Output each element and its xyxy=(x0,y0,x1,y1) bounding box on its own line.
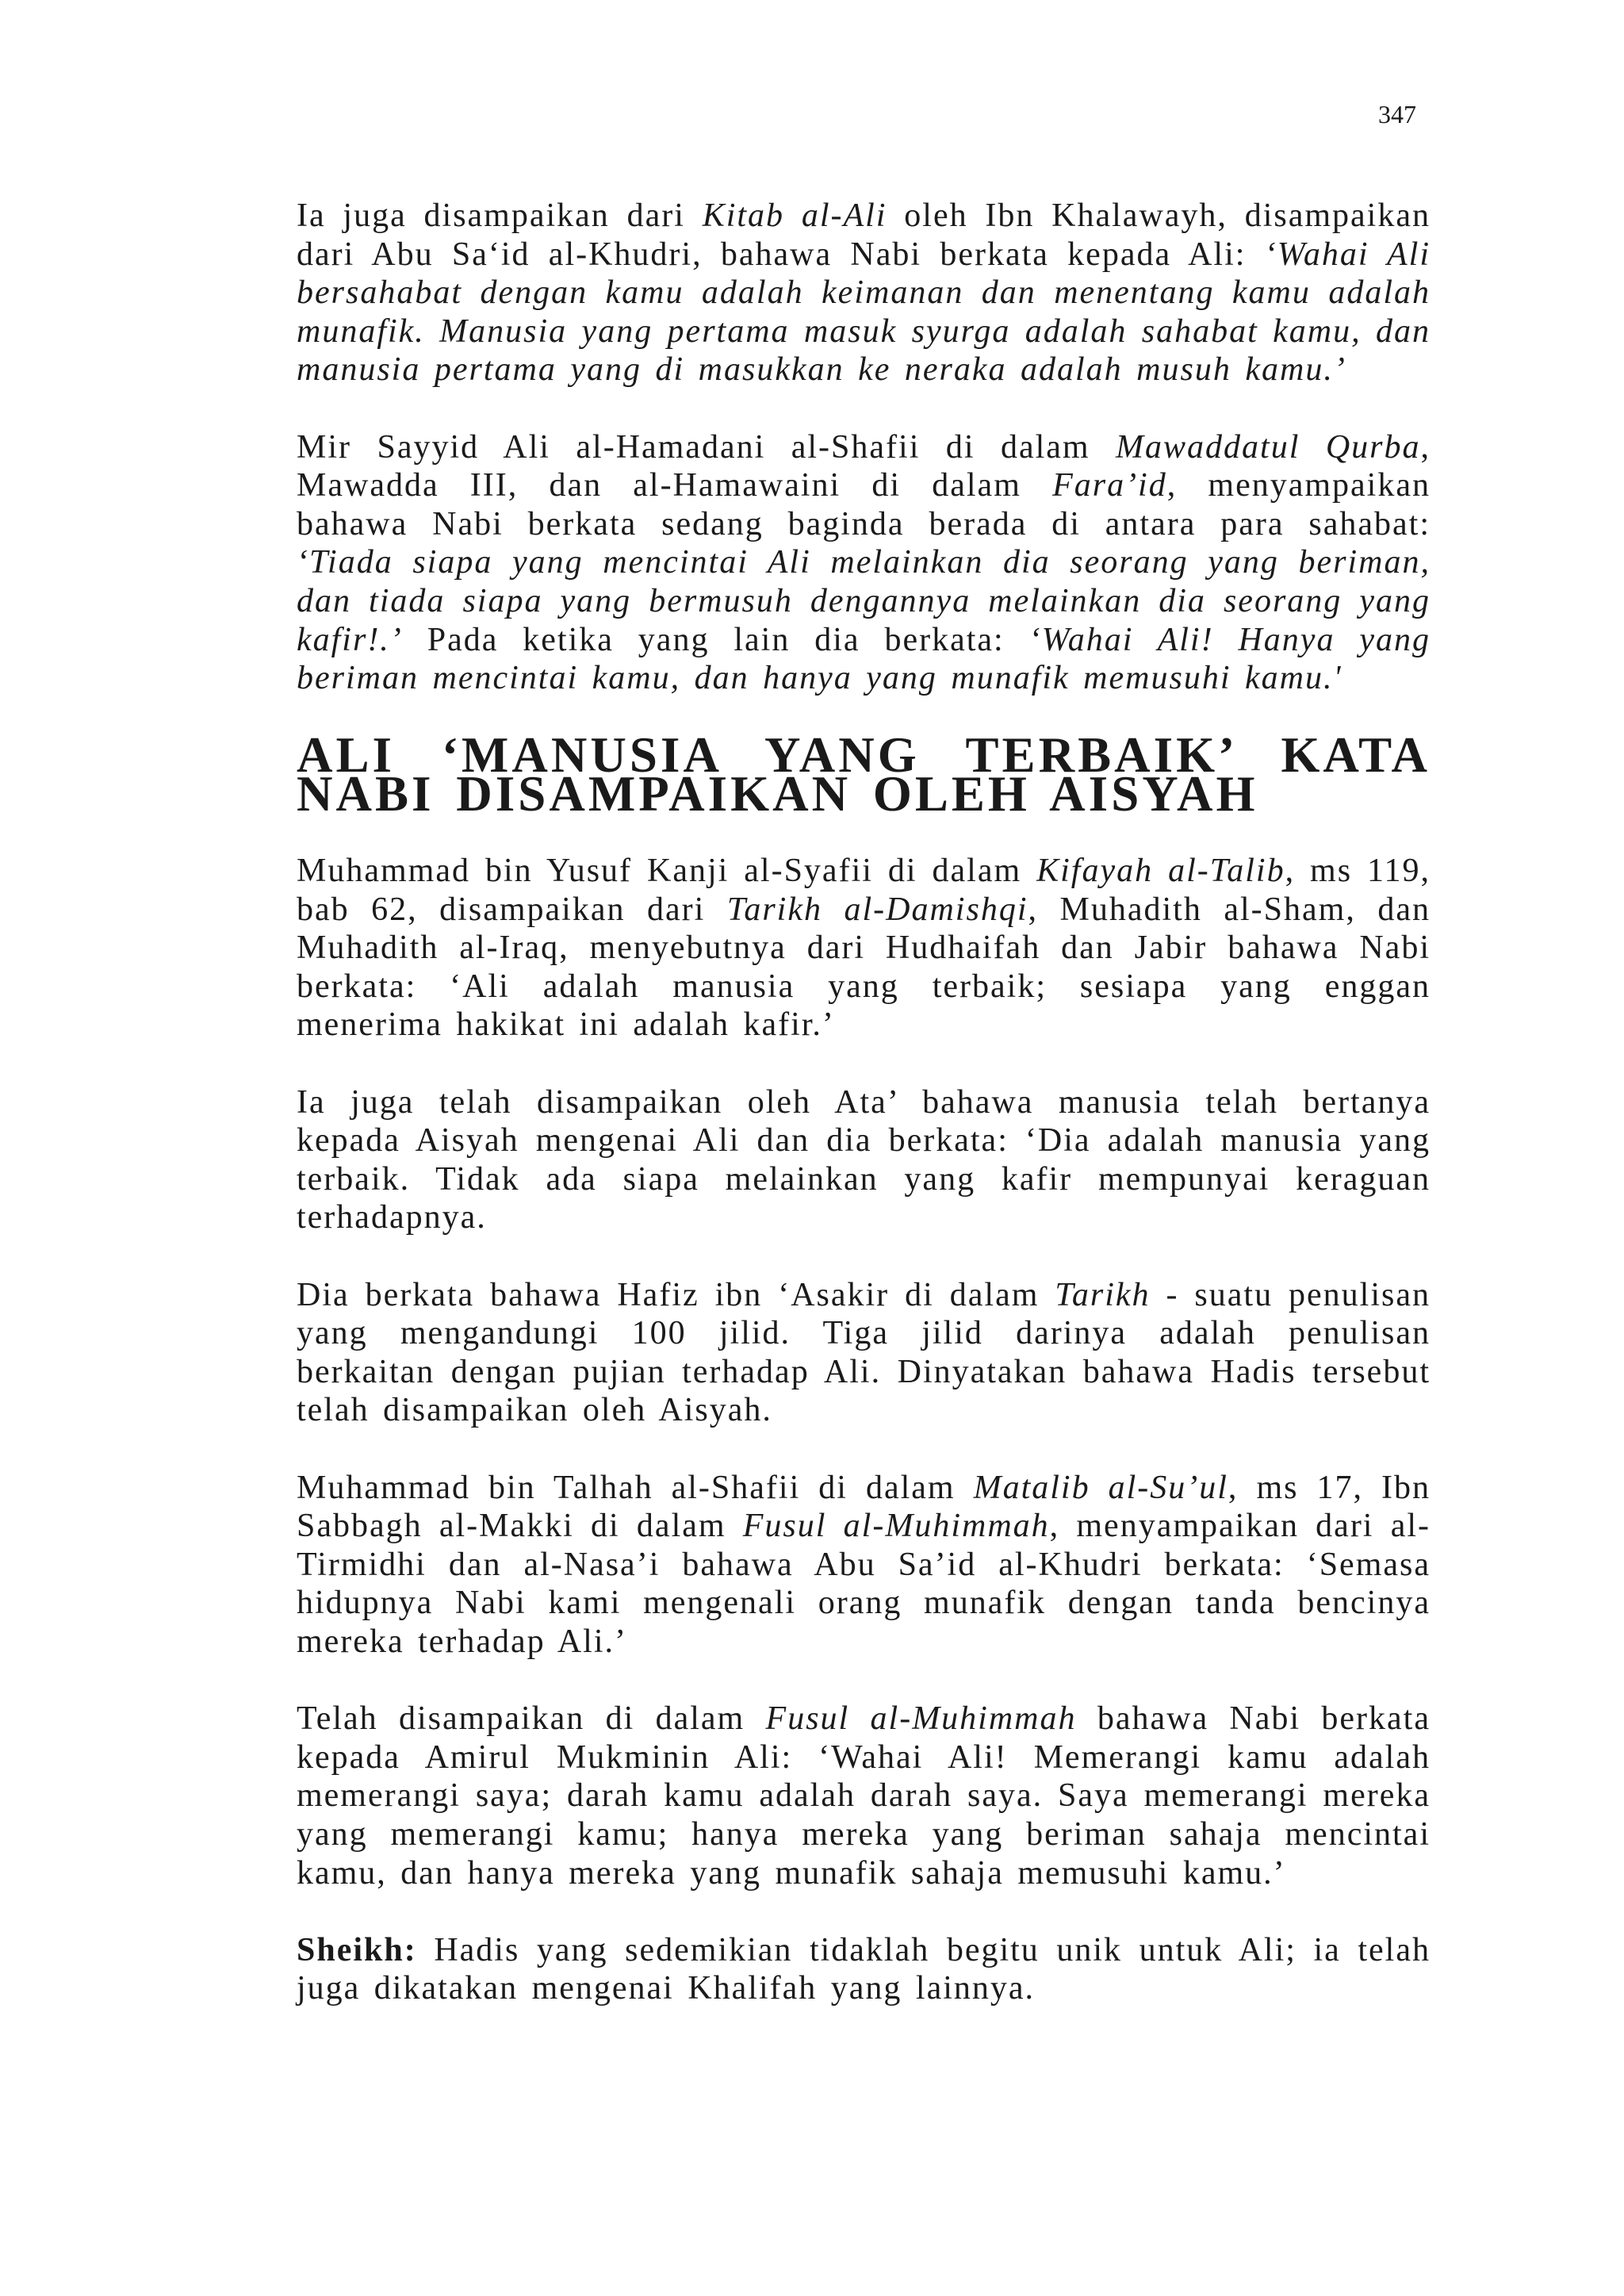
text-run: , menyampaikan bahawa Nabi berkata sedang baginda berada di antara para sahabat: xyxy=(297,467,1431,542)
body-paragraph xyxy=(297,1276,1431,1430)
text-run: bahawa Nabi berkata kepada Amirul Mukminin Ali: ‘Wahai Ali! Memerangi kamu adalah memerangi saya; darah kamu adalah darah saya. Saya memerangi mereka yang memerangi kamu; hanya mereka yang beriman sahaja mencintai kamu, dan hanya mereka yang munafik sahaja memusuhi kamu.’ xyxy=(297,1700,1431,1892)
italic-text: Fusul al-Muhimmah xyxy=(765,1700,1077,1738)
italic-text: ‘Tiada siapa yang mencintai Ali melainkan dia seorang yang beriman, dan tiada siapa yang bermusuh dengannya melainkan dia seorang yang kafir!.’ xyxy=(297,544,1431,658)
text-run: , ms 17, Ibn Sabbagh al-Makki di dalam xyxy=(297,1469,1431,1545)
text-run: , Mawadda III, dan al-Hamawaini di dalam xyxy=(297,428,1431,504)
body-paragraph xyxy=(297,428,1431,698)
text-run: Muhammad bin Yusuf Kanji al-Syafii di dalam xyxy=(297,853,1037,890)
text-run: , menyampaikan dari al-Tirmidhi dan al-Nasa’i bahawa Abu Sa’id al-Khudri berkata: ‘Semasa hidupnya Nabi kami mengenali orang munafik dengan tanda bencinya mereka terhadap Ali.’ xyxy=(297,1508,1431,1660)
body-paragraph xyxy=(297,852,1431,1045)
italic-text: Fusul al-Muhimmah xyxy=(742,1508,1050,1545)
body-paragraph xyxy=(297,1931,1431,2008)
text-run: , ms 119, bab 62, disampaikan dari xyxy=(297,853,1431,928)
italic-text: Kitab al-Ali xyxy=(702,197,887,234)
body-paragraph xyxy=(297,1469,1431,1662)
text-run: - suatu penulisan yang mengandungi 100 jilid. Tiga jilid darinya adalah penulisan berkaitan dengan pujian terhadap Ali. Dinyatakan bahawa Hadis tersebut telah disampaikan oleh Aisyah. xyxy=(297,1276,1431,1429)
italic-text: Fara’id xyxy=(1052,467,1167,504)
italic-text: Mawaddatul Qurba xyxy=(1116,428,1421,466)
text-run: Pada ketika yang lain dia berkata: xyxy=(402,621,1029,658)
italic-text: ‘Wahai Ali bersahabat dengan kamu adalah keimanan dan menentang kamu adalah munafik. Manusia yang pertama masuk syurga adalah sahabat kamu, dan manusia pertama yang di masukkan ke neraka adalah musuh kamu.’ xyxy=(297,236,1431,389)
body-paragraph xyxy=(297,1700,1431,1892)
section-heading xyxy=(297,727,1431,822)
body-paragraph xyxy=(297,197,1431,389)
heading-text: ALI ‘MANUSIA YANG TERBAIK’ KATA NABI DISAMPAIKAN OLEH AISYAH xyxy=(297,727,1431,822)
italic-text: Tarikh al-Damishqi xyxy=(726,891,1028,928)
body-paragraph xyxy=(297,1083,1431,1237)
page-content xyxy=(297,197,1431,2047)
bold-label: Sheikh: xyxy=(297,1931,417,1968)
text-run: oleh Ibn Khalawayh, disampaikan dari Abu Sa‘id al-Khudri, bahawa Nabi berkata kepada Ali: xyxy=(297,197,1431,273)
text-run: Ia juga disampaikan dari xyxy=(297,197,703,234)
text-run: Dia berkata bahawa Hafiz ibn ‘Asakir di dalam xyxy=(297,1276,1055,1313)
text-run: Muhammad bin Talhah al-Shafii di dalam xyxy=(297,1469,974,1506)
text-run: Telah disampaikan di dalam xyxy=(297,1700,766,1738)
italic-text: Tarikh xyxy=(1055,1276,1151,1313)
italic-text: Kifayah al-Talib xyxy=(1036,853,1285,890)
text-run: Hadis yang sedemikian tidaklah begitu unik untuk Ali; ia telah juga dikatakan mengenai Khalifah yang lainnya. xyxy=(297,1931,1431,2007)
italic-text: ‘Wahai Ali! Hanya yang beriman mencintai kamu, dan hanya yang munafik memusuhi kamu.' xyxy=(297,621,1431,697)
text-run: , Muhadith al-Sham, dan Muhadith al-Iraq, menyebutnya dari Hudhaifah dan Jabir bahawa Nabi berkata: ‘Ali adalah manusia yang terbaik; sesiapa yang enggan menerima hakikat ini adalah kafir.’ xyxy=(297,891,1431,1044)
text-run: Ia juga telah disampaikan oleh Ata’ bahawa manusia telah bertanya kepada Aisyah mengenai Ali dan dia berkata: ‘Dia adalah manusia yang terbaik. Tidak ada siapa melainkan yang kafir mempunyai keraguan terhadapnya. xyxy=(297,1083,1431,1236)
text-run: Mir Sayyid Ali al-Hamadani al-Shafii di dalam xyxy=(297,428,1116,466)
italic-text: Matalib al-Su’ul xyxy=(973,1469,1228,1506)
page-number: 347 xyxy=(1378,100,1416,128)
